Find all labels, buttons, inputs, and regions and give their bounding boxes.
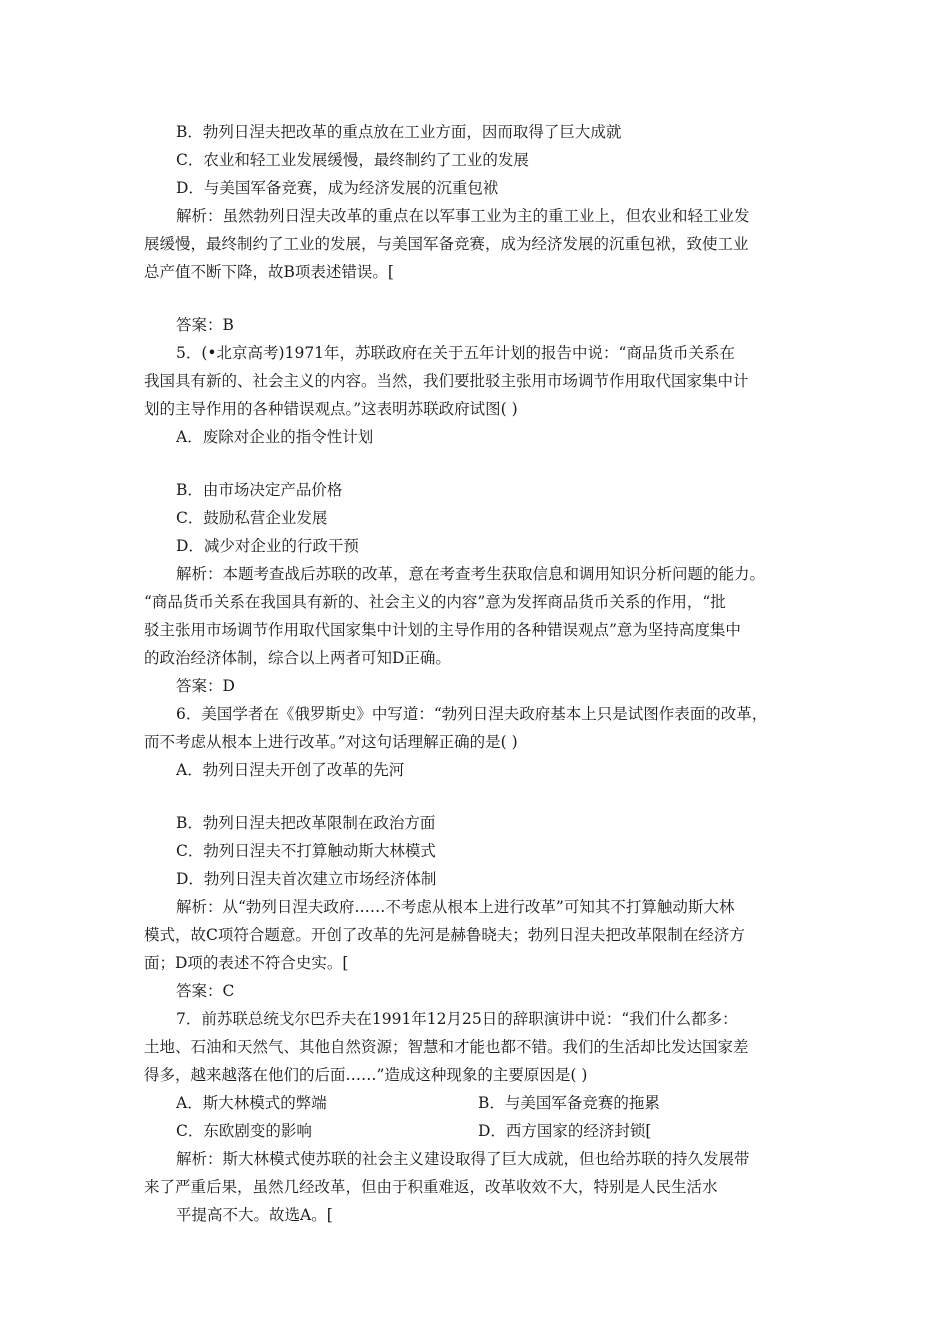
- q5-analysis-line-2: “商品货币关系在我国具有新的、社会主义的内容”意为发挥商品货币关系的作用，“批: [144, 593, 726, 611]
- q7-analysis-line-2: 来了严重后果，虽然几经改革，但由于积重难返，改革收效不大，特别是人民生活水: [144, 1178, 718, 1196]
- q5-analysis-line-3: 驳主张用市场调节作用取代国家集中计划的主导作用的各种错误观点”意为坚持高度集中: [144, 621, 741, 639]
- q4-analysis-line-3: 总产值不断下降，故B项表述错误。[: [144, 263, 394, 281]
- q4-option-c: C．农业和轻工业发展缓慢，最终制约了工业的发展: [176, 151, 529, 169]
- q4-answer: 答案：B: [176, 316, 234, 334]
- q6-option-b: B．勃列日涅夫把改革限制在政治方面: [176, 814, 436, 832]
- q5-stem-line-2: 我国具有新的、社会主义的内容。当然，我们要批驳主张用市场调节作用取代国家集中计: [144, 372, 749, 390]
- q7-stem-line-2: 土地、石油和天然气、其他自然资源；智慧和才能也都不错。我们的生活却比发达国家差: [144, 1038, 749, 1056]
- q6-analysis-line-1: 解析：从“勃列日涅夫政府……不考虑从根本上进行改革”可知其不打算触动斯大林: [176, 898, 735, 916]
- q6-option-d: D．勃列日涅夫首次建立市场经济体制: [176, 870, 437, 888]
- q7-stem-line-1: 7．前苏联总统戈尔巴乔夫在1991年12月25日的辞职演讲中说：“我们什么都多：: [176, 1010, 738, 1028]
- q5-answer: 答案：D: [176, 677, 235, 695]
- q5-option-a: A．废除对企业的指令性计划: [176, 428, 374, 446]
- q6-option-c: C．勃列日涅夫不打算触动斯大林模式: [176, 842, 436, 860]
- q5-stem-line-1: 5．(•北京高考)1971年，苏联政府在关于五年计划的报告中说：“商品货币关系在: [176, 344, 735, 362]
- q5-option-d: D．减少对企业的行政干预: [176, 537, 359, 555]
- q7-stem-line-3: 得多，越来越落在他们的后面……”造成这种现象的主要原因是( ): [144, 1066, 588, 1084]
- q4-analysis-line-1: 解析：虽然勃列日涅夫改革的重点在以军事工业为主的重工业上，但农业和轻工业发: [176, 207, 750, 225]
- q6-answer: 答案：C: [176, 982, 235, 1000]
- q7-option-a: A．斯大林模式的弊端: [176, 1094, 327, 1112]
- q4-analysis-line-2: 展缓慢，最终制约了工业的发展，与美国军备竞赛，成为经济发展的沉重包袱，致使工业: [144, 235, 749, 253]
- q6-option-a: A．勃列日涅夫开创了改革的先河: [176, 761, 405, 779]
- q5-analysis-line-4: 的政治经济体制，综合以上两者可知D正确。: [144, 649, 451, 667]
- q7-option-b: B．与美国军备竞赛的拖累: [478, 1094, 660, 1112]
- q6-analysis-line-3: 面；D项的表述不符合史实。[: [144, 954, 349, 972]
- q7-option-c: C．东欧剧变的影响: [176, 1122, 312, 1140]
- q7-analysis-line-1: 解析：斯大林模式使苏联的社会主义建设取得了巨大成就，但也给苏联的持久发展带: [176, 1150, 750, 1168]
- q4-option-b: B．勃列日涅夫把改革的重点放在工业方面，因而取得了巨大成就: [176, 123, 622, 141]
- q5-option-c: C．鼓励私营企业发展: [176, 509, 328, 527]
- q5-option-b: B．由市场决定产品价格: [176, 481, 343, 499]
- q6-stem-line-2: 而不考虑从根本上进行改革。”对这句话理解正确的是( ): [144, 733, 518, 751]
- q4-option-d: D．与美国军备竞赛，成为经济发展的沉重包袱: [176, 179, 499, 197]
- q5-analysis-line-1: 解析：本题考查战后苏联的改革，意在考查考生获取信息和调用知识分析问题的能力。: [176, 565, 766, 583]
- q7-option-d: D．西方国家的经济封锁[: [478, 1122, 652, 1140]
- q6-stem-line-1: 6．美国学者在《俄罗斯史》中写道：“勃列日涅夫政府基本上只是试图作表面的改革，: [176, 705, 768, 723]
- q5-stem-line-3: 划的主导作用的各种错误观点。”这表明苏联政府试图( ): [144, 400, 518, 418]
- q6-analysis-line-2: 模式，故C项符合题意。开创了改革的先河是赫鲁晓夫；勃列日涅夫把改革限制在经济方: [144, 926, 745, 944]
- q7-analysis-line-3: 平提高不大。故选A。[: [176, 1206, 333, 1224]
